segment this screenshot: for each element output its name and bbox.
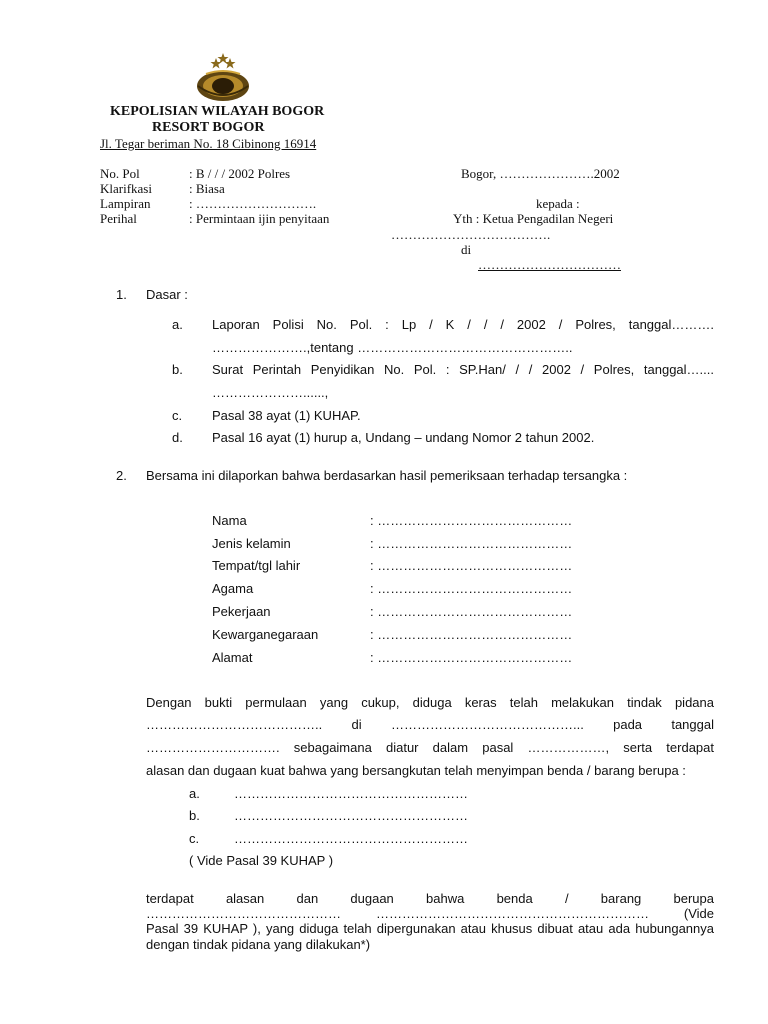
field-value-pekerjaan: : ……………………………………… — [370, 604, 573, 619]
item-b-line1: Surat Perintah Penyidikan No. Pol. : SP.Han/ / / 2002 / Polres, tanggal….... — [212, 362, 714, 377]
no-pol-label: No. Pol — [100, 166, 140, 181]
klasifikasi-label: Klarifkasi — [100, 181, 152, 196]
field-value-jenis-kelamin: : ……………………………………… — [370, 536, 573, 551]
field-label-kewarganegaraan: Kewarganegaraan — [212, 627, 319, 642]
no-pol-value: : B / / / 2002 Polres — [189, 166, 291, 181]
goods-b-letter: b. — [189, 808, 200, 823]
field-label-agama: Agama — [212, 581, 254, 596]
di-dots: …………………………… — [478, 257, 621, 272]
field-value-tempat-lahir: : ……………………………………… — [370, 558, 573, 573]
police-emblem-logo — [192, 52, 254, 104]
item-d-text: Pasal 16 ayat (1) hurup a, Undang – undang Nomor 2 tahun 2002. — [212, 430, 595, 445]
perihal-label: Perihal — [100, 211, 137, 226]
field-label-nama: Nama — [212, 513, 247, 528]
goods-b-dots: ……………………………………………… — [234, 808, 468, 823]
goods-c-letter: c. — [189, 831, 200, 846]
paragraph2-line3: Pasal 39 KUHAP ), yang diduga telah dipergunakan atau khusus dibuat atau ada hubungannya — [146, 921, 714, 936]
vide-reference: ( Vide Pasal 39 KUHAP ) — [189, 853, 334, 868]
paragraph1-line2: ………………………………….. di ……………………………………... pada tanggal — [146, 717, 714, 732]
field-label-pekerjaan: Pekerjaan — [212, 604, 271, 619]
recipient-title: Yth : Ketua Pengadilan Negeri — [453, 211, 614, 226]
item-d-letter: d. — [172, 430, 183, 445]
field-value-kewarganegaraan: : ……………………………………… — [370, 627, 573, 642]
paragraph1-line3: …………………………. sebagaimana diatur dalam pasal ………………, serta terdapat — [146, 740, 714, 755]
klasifikasi-value: : Biasa — [189, 181, 225, 196]
section1-number: 1. — [116, 287, 127, 302]
item-a-line2: ………………….,tentang ………………………………………….. — [212, 340, 573, 355]
field-label-jenis-kelamin: Jenis kelamin — [212, 536, 291, 551]
agency-subname: RESORT BOGOR — [152, 120, 265, 135]
agency-address: Jl. Tegar beriman No. 18 Cibinong 16914 — [100, 136, 317, 151]
field-value-nama: : ……………………………………… — [370, 513, 573, 528]
perihal-value: : Permintaan ijin penyitaan — [189, 211, 330, 226]
paragraph2-line1: terdapat alasan dan dugaan bahwa benda / barang berupa — [146, 891, 714, 906]
item-c-letter: c. — [172, 408, 183, 423]
paragraph2-line2: ……………………………………… ……………………………………………………… (Vide — [146, 906, 714, 921]
lampiran-value: : ………………………. — [189, 196, 317, 211]
item-a-line1: Laporan Polisi No. Pol. : Lp / K / / / 2002 / Polres, tanggal………. — [212, 317, 714, 332]
item-b-line2: …………………......, — [212, 385, 329, 400]
goods-a-dots: ……………………………………………… — [234, 786, 468, 801]
di-label: di — [461, 242, 472, 257]
kepada-label: kepada : — [536, 196, 580, 211]
section2-number: 2. — [116, 468, 127, 483]
section2-intro: Bersama ini dilaporkan bahwa berdasarkan hasil pemeriksaan terhadap tersangka : — [146, 468, 628, 483]
section1-title: Dasar : — [146, 287, 188, 302]
item-a-letter: a. — [172, 317, 183, 332]
field-value-agama: : ……………………………………… — [370, 581, 573, 596]
item-b-letter: b. — [172, 362, 183, 377]
recipient-dots: ………………………………. — [391, 227, 551, 242]
field-label-tempat-lahir: Tempat/tgl lahir — [212, 558, 301, 573]
paragraph1-line1: Dengan bukti permulaan yang cukup, diduga keras telah melakukan tindak pidana — [146, 695, 714, 710]
item-c-text: Pasal 38 ayat (1) KUHAP. — [212, 408, 361, 423]
paragraph2-line4: dengan tindak pidana yang dilakukan*) — [146, 937, 371, 952]
goods-c-dots: ……………………………………………… — [234, 831, 468, 846]
agency-name: KEPOLISIAN WILAYAH BOGOR — [110, 104, 325, 119]
paragraph1-line4: alasan dan dugaan kuat bahwa yang bersangkutan telah menyimpan benda / barang berupa : — [146, 763, 686, 778]
lampiran-label: Lampiran — [100, 196, 151, 211]
field-label-alamat: Alamat — [212, 650, 253, 665]
field-value-alamat: : ……………………………………… — [370, 650, 573, 665]
goods-a-letter: a. — [189, 786, 200, 801]
place-date: Bogor, ………………….2002 — [461, 166, 620, 181]
